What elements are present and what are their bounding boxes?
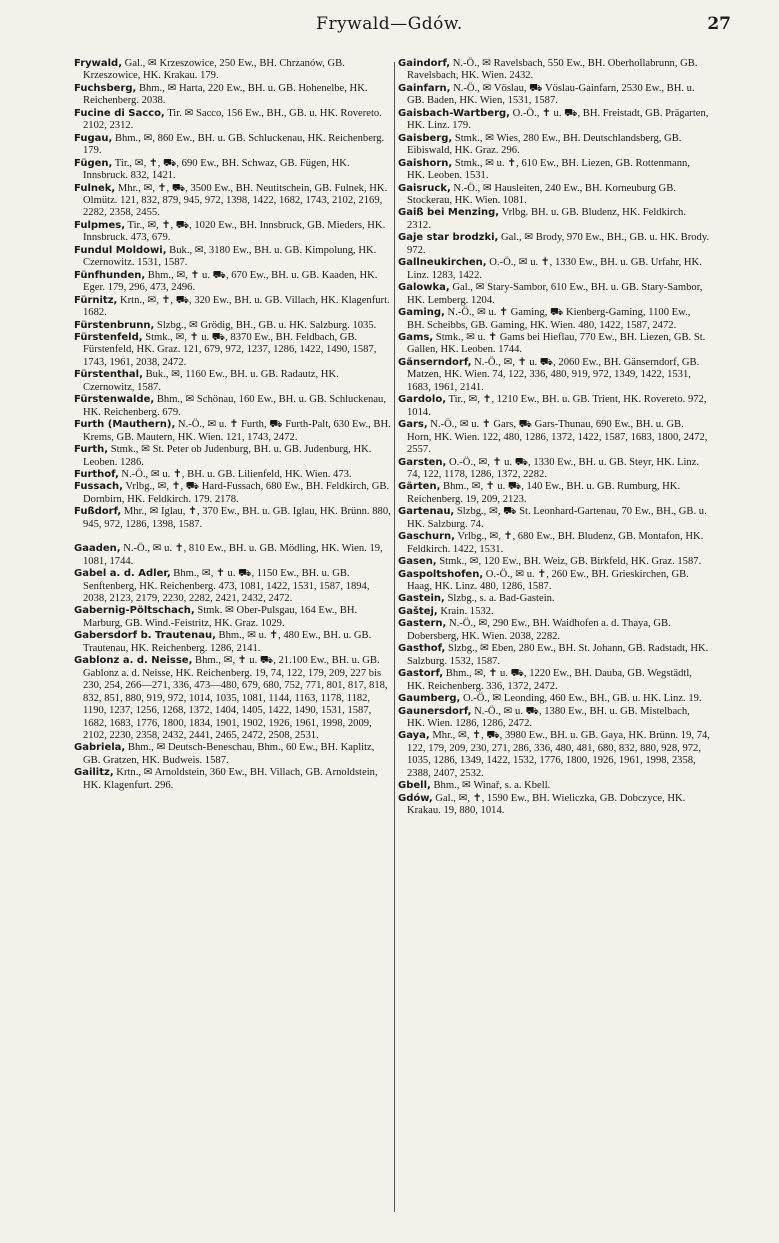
entry-details: Krtn., ✉ Arnoldstein, 360 Ew., BH. Villach, GB. Arnoldstein, HK. Klagenfurt. 296. [83, 767, 378, 791]
entry-details: Mhr., ✉ Iglau, ✝, 370 Ew., BH. u. GB. Iglau, HK. Brünn. 880, 945, 972, 1286, 1398, 1587. [83, 506, 391, 530]
entry-place-name: Gärten, [398, 481, 441, 493]
entry-details: Mhr., ✉, ✝, ⛟, 3980 Ew., BH. u. GB. Gaya, HK. Brünn. 19, 74, 122, 179, 209, 230, 271, 286, 336, 480, 481, 680, 832, 880, 928, 972, 1035, 1286, 1349, 1422, 1532, 1776, 1800, 1926, 1961, 1998, 2358, 2388, 2407, 2532. [407, 730, 710, 779]
gazetteer-entry [398, 730, 710, 780]
gazetteer-entry [74, 58, 392, 83]
entry-place-name: Fundul Moldowi, [74, 244, 167, 256]
entry-place-name: Galowka, [398, 282, 450, 294]
gazetteer-entry [74, 183, 392, 220]
entry-details: Buk., ✉, 3180 Ew., BH. u. GB. Kimpolung, HK. Czernowitz. 1531, 1587. [83, 244, 377, 269]
entry-details: O.-Ö., ✉ u. ✝, 260 Ew., BH. Grieskirchen, GB. Haag, HK. Linz. 480, 1286, 1587. [407, 568, 689, 593]
entry-place-name: Gaspoltshofen, [398, 568, 484, 580]
entry-place-name: Fürstenthal, [74, 369, 143, 381]
entry-details: Bhm., ✉ Deutsch-Beneschau, Bhm., 60 Ew., BH. Kaplitz, GB. Gratzen, HK. Budweis. 1587. [83, 742, 375, 766]
entry-details: O.-Ö., ✉ Leonding, 460 Ew., BH., GB. u. HK. Linz. 19. [462, 693, 702, 705]
gazetteer-entry [398, 133, 710, 158]
entry-details: Slzbg., ✉, ⛟ St. Leonhard-Gartenau, 70 Ew., BH., GB. u. HK. Salzburg. 74. [407, 506, 707, 530]
entry-place-name: Gastorf, [398, 668, 444, 680]
gazetteer-entry [74, 394, 392, 419]
entry-place-name: Gaiß bei Menzing, [398, 207, 500, 219]
gazetteer-entry [398, 307, 710, 332]
entry-details: Tir., ✉, ✝, 1210 Ew., BH. u. GB. Trient, HK. Rovereto. 972, 1014. [407, 394, 707, 418]
entry-place-name: Gaming, [398, 307, 445, 319]
gazetteer-entry [398, 506, 710, 531]
entry-details: Tir. ✉ Sacco, 156 Ew., BH., GB. u. HK. Rovereto. 2102, 2312. [83, 107, 382, 132]
entry-place-name: Fuchsberg, [74, 82, 137, 94]
gazetteer-entry [74, 295, 392, 320]
entry-details: Stmk., ✉, 120 Ew., BH. Weiz, GB. Birkfeld, HK. Graz. 1587. [439, 556, 702, 568]
entry-details: Bhm., ✉ Harta, 220 Ew., BH. u. GB. Hohenelbe, HK. Reichenberg. 2038. [83, 82, 368, 107]
gazetteer-entry [74, 481, 392, 506]
gazetteer-entry [398, 457, 710, 482]
entry-place-name: Gabersdorf b. Trautenau, [74, 630, 216, 642]
entry-place-name: Gabernig-Pöltschach, [74, 605, 195, 617]
entry-details: Stmk., ✉ St. Peter ob Judenburg, BH. u. GB. Judenburg, HK. Leoben. 1286. [83, 444, 372, 468]
entry-place-name: Furthof, [74, 468, 119, 480]
entry-details: O.-Ö., ✉, ✝ u. ⛟, 1330 Ew., BH. u. GB. Steyr, HK. Linz. 74, 122, 1178, 1286, 1372, 2282. [407, 456, 700, 480]
gazetteer-entry [398, 706, 710, 731]
entry-details: Bhm., ✉, ✝ u. ⛟, 21.100 Ew., BH. u. GB. Gablonz a. d. Neisse, HK. Reichenberg. 19, 74, 122, 179, 209, 227 bis 230, 254, 266—271, 336, 473—480, 679, 680, 752, 771, 801, 817, 818, 832, 851, 880, 919, 972, 1014, 1035, 1081, 1144, 1163, 1178, 1182, 1190, 1237, 1256, 1268, 1372, 1404, 1405, 1422, 1490, 1531, 1587, 1682, 1683, 1776, 1800, 1834, 1901, 1902, 1926, 1961, 1998, 2009, 2102, 2230, 2358, 2432, 2441, 2465, 2472, 2508, 2531. [83, 655, 388, 742]
entry-details: Krtn., ✉, ✝, ⛟, 320 Ew., BH. u. GB. Villach, HK. Klagenfurt. 1682. [83, 294, 390, 319]
entry-place-name: Gaschurn, [398, 531, 455, 543]
entry-place-name: Gbell, [398, 780, 431, 792]
entry-details: Krain. 1532. [440, 605, 494, 617]
entry-details: O.-Ö., ✉ u. ✝, 1330 Ew., BH. u. GB. Urfahr, HK. Linz. 1283, 1422. [407, 257, 702, 281]
page-number: 27 [707, 14, 731, 34]
entry-place-name: Furth, [74, 444, 109, 456]
gazetteer-entry [74, 742, 392, 767]
entry-details: Bhm., ✉, ✝ u. ⛟, 670 Ew., BH. u. GB. Kaaden, HK. Eger. 179, 296, 473, 2496. [83, 269, 378, 294]
gazetteer-entry [74, 320, 392, 332]
entry-place-name: Gabriela, [74, 742, 126, 754]
gazetteer-entry [74, 419, 392, 444]
entry-place-name: Gaaden, [74, 543, 121, 555]
entry-details: Bhm., ✉, ✝ u. ⛟, 140 Ew., BH. u. GB. Rumburg, HK. Reichenberg. 19, 209, 2123. [407, 481, 681, 505]
gazetteer-entry [74, 469, 392, 481]
entry-details: N.-Ö., ✉ u. ✝, BH. u. GB. Lilienfeld, HK. Wien. 473. [121, 468, 352, 480]
entry-place-name: Fucine di Sacco, [74, 107, 165, 119]
gazetteer-entry [74, 543, 392, 568]
entry-place-name: Fünfhunden, [74, 269, 146, 281]
entry-place-name: Gaisruck, [398, 182, 451, 194]
entry-place-name: Gablonz a. d. Neisse, [74, 655, 193, 667]
entry-details: N.-Ö., ✉, 290 Ew., BH. Waidhofen a. d. Thaya, GB. Dobersberg, HK. Wien. 2038, 2282. [407, 618, 671, 642]
gazetteer-entry [74, 332, 392, 369]
gazetteer-entry [398, 693, 710, 705]
entry-place-name: Garsten, [398, 456, 447, 468]
entry-place-name: Gallneukirchen, [398, 257, 487, 269]
gazetteer-entry [74, 506, 392, 531]
entry-details: Vrlbg., ✉, ✝, ⛟ Hard-Fussach, 680 Ew., BH. Feldkirch, GB. Dornbirn, HK. Feldkirch. 179. 2178. [83, 481, 390, 505]
gazetteer-entry [398, 83, 710, 108]
entry-place-name: Furth (Mauthern), [74, 419, 176, 431]
gazetteer-entry [398, 108, 710, 133]
gazetteer-entry [398, 643, 710, 668]
entry-details: Tir., ✉, ✝, ⛟, 690 Ew., BH. Schwaz, GB. Fügen, HK. Innsbruck. 832, 1421. [83, 157, 350, 182]
entry-details: N.-Ö., ✉ u. ✝ Furth, ⛟ Furth-Palt, 630 Ew., BH. Krems, GB. Mautern, HK. Wien. 121, 1743, 2472. [83, 419, 391, 443]
entry-details: N.-Ö., ✉ Vöslau, ⛟ Vöslau-Gainfarn, 2530 Ew., BH. u. GB. Baden, HK. Wien, 1531, 1587. [407, 82, 695, 107]
gazetteer-entry [74, 83, 392, 108]
entry-details: O.-Ö., ✝ u. ⛟, BH. Freistadt, GB. Prägarten, HK. Linz. 179. [407, 107, 709, 132]
entry-place-name: Fügen, [74, 157, 113, 169]
gazetteer-entry [398, 394, 710, 419]
gazetteer-entry [74, 220, 392, 245]
entry-details: Bhm., ✉, ✝ u. ⛟, 1150 Ew., BH. u. GB. Senftenberg, HK. Reichenberg. 473, 1081, 1422, 1531, 1587, 1894, 2038, 2123, 2179, 2230, 2282, 2421, 2432, 2472. [83, 568, 370, 605]
gazetteer-entry [74, 108, 392, 133]
entry-details: Vrlbg., ✉, ✝, 680 Ew., BH. Bludenz, GB. Montafon, HK. Feldkirch. 1422, 1531. [407, 531, 704, 555]
entry-place-name: Fussach, [74, 481, 123, 493]
gazetteer-entry [398, 357, 710, 394]
entry-place-name: Fulpmes, [74, 219, 125, 231]
entry-place-name: Fulnek, [74, 182, 116, 194]
gazetteer-entry [398, 257, 710, 282]
gazetteer-entry [74, 767, 392, 792]
gazetteer-entry [74, 270, 392, 295]
entry-place-name: Frywald, [74, 58, 123, 69]
entry-place-name: Gaumberg, [398, 693, 461, 705]
entry-place-name: Gasthof, [398, 643, 446, 655]
gazetteer-entry [398, 618, 710, 643]
entry-place-name: Gaje star brodzki, [398, 232, 499, 244]
gazetteer-entry [398, 332, 710, 357]
entry-details: Gal., ✉ Brody, 970 Ew., BH., GB. u. HK. Brody. 972. [407, 232, 710, 256]
entry-details: Slzbg., ✉ Grödig, BH., GB. u. HK. Salzburg. 1035. [156, 319, 377, 331]
entry-place-name: Gartenau, [398, 506, 455, 518]
entry-details: Bhm., ✉, 860 Ew., BH. u. GB. Schluckenau, HK. Reichenberg. 179. [83, 132, 385, 157]
entry-details: Slzbg., ✉ Eben, 280 Ew., BH. St. Johann, GB. Radstadt, HK. Salzburg. 1532, 1587. [407, 643, 709, 667]
gazetteer-entry [398, 556, 710, 568]
entry-details: Bhm., ✉ Winař, s. a. Kbell. [433, 780, 551, 792]
gazetteer-entry [74, 369, 392, 394]
entry-place-name: Gaisbach-Wartberg, [398, 107, 510, 119]
gazetteer-entry [74, 630, 392, 655]
entry-details: Stmk., ✉ u. ✝, 610 Ew., BH. Liezen, GB. Rottenmann, HK. Leoben. 1531. [407, 157, 690, 182]
gazetteer-entry [74, 158, 392, 183]
entry-place-name: Gaunersdorf, [398, 705, 472, 717]
entry-details: Stmk., ✉, ✝ u. ⛟, 8370 Ew., BH. Feldbach, GB. Fürstenfeld, HK. Graz. 121, 679, 972, 1237, 1286, 1422, 1490, 1587, 1743, 1961, 2038, 2472. [83, 331, 377, 368]
gazetteer-entry [398, 569, 710, 594]
entry-details: Bhm., ✉ Schönau, 160 Ew., BH. u. GB. Schluckenau, HK. Reichenberg. 679. [83, 394, 386, 418]
entry-place-name: Gasen, [398, 556, 437, 568]
gazetteer-entry [398, 668, 710, 693]
gazetteer-entry [398, 282, 710, 307]
entry-details: Gal., ✉, ✝, 1590 Ew., BH. Wieliczka, GB. Dobczyce, HK. Krakau. 19, 880, 1014. [407, 792, 686, 817]
gazetteer-entry [74, 605, 392, 630]
gazetteer-entry [398, 780, 710, 792]
entry-place-name: Gaštej, [398, 605, 438, 617]
entry-details: Slzbg., s. a. Bad-Gastein. [447, 593, 555, 605]
entry-place-name: Gastein, [398, 593, 445, 605]
entry-details: Stmk., ✉ u. ✝ Gams bei Hieflau, 770 Ew., BH. Liezen, GB. St. Gallen, HK. Leoben. 1744. [407, 331, 706, 356]
gazetteer-entry [398, 606, 710, 618]
running-header-title: Frywald—Gdów. [316, 14, 463, 34]
gazetteer-entry [74, 568, 392, 605]
entry-place-name: Gaisberg, [398, 132, 453, 144]
entry-details: Vrlbg. BH. u. GB. Bludenz, HK. Feldkirch. 2312. [407, 207, 687, 231]
entry-place-name: Gabel a. d. Adler, [74, 568, 171, 580]
entry-place-name: Gailitz, [74, 767, 114, 779]
column-divider [394, 62, 395, 1212]
gazetteer-entry [398, 183, 710, 208]
gazetteer-entry [398, 481, 710, 506]
entry-details: Mhr., ✉, ✝, ⛟, 3500 Ew., BH. Neutitschein, GB. Fulnek, HK. Olmütz. 121, 832, 879, 945, 972, 1398, 1422, 1682, 1743, 2102, 2169, 2282, 2358, 2455. [83, 182, 388, 219]
gazetteer-entry [74, 655, 392, 742]
gazetteer-entry [74, 245, 392, 270]
entry-details: Tir., ✉, ✝, ⛟, 1020 Ew., BH. Innsbruck, GB. Mieders, HK. Innsbruck. 473, 679. [83, 219, 386, 244]
entry-details: N.-Ö., ✉ u. ✝ Gars, ⛟ Gars-Thunau, 690 Ew., BH. u. GB. Horn, HK. Wien. 122, 480, 1286, 1372, 1422, 1587, 1683, 1800, 2472, 2557. [407, 419, 708, 456]
gazetteer-entry [398, 158, 710, 183]
entry-place-name: Gars, [398, 419, 428, 431]
entry-place-name: Gänserndorf, [398, 356, 472, 368]
gazetteer-entry [74, 133, 392, 158]
entry-place-name: Fürstenwalde, [74, 394, 155, 406]
entry-details: N.-Ö., ✉ Hausleiten, 240 Ew., BH. Korneuburg GB. Stockerau, HK. Wien. 1081. [407, 182, 676, 206]
left-column [74, 58, 392, 792]
entry-details: Stmk. ✉ Ober-Pulsgau, 164 Ew., BH. Marburg, GB. Wind.-Feistritz, HK. Graz. 1029. [83, 605, 358, 629]
gazetteer-entry [398, 793, 710, 818]
entry-place-name: Gaya, [398, 730, 430, 742]
entry-place-name: Gams, [398, 331, 434, 343]
entry-place-name: Fürnitz, [74, 294, 118, 306]
page-header [0, 14, 779, 40]
entry-place-name: Gastern, [398, 618, 447, 630]
entry-details: N.-Ö., ✉ u. ⛟, 1380 Ew., BH. u. GB. Mistelbach, HK. Wien. 1286, 1286, 2472. [407, 705, 690, 730]
entry-details: Gal., ✉ Stary-Sambor, 610 Ew., BH. u. GB. Stary-Sambor, HK. Lemberg. 1204. [407, 282, 703, 306]
gazetteer-entry [398, 58, 710, 83]
entry-place-name: Fugau, [74, 132, 113, 144]
entry-details: N.-Ö., ✉ u. ✝, 810 Ew., BH. u. GB. Mödling, HK. Wien. 19, 1081, 1744. [83, 543, 383, 567]
entry-details: Buk., ✉, 1160 Ew., BH. u. GB. Radautz, HK. Czernowitz, 1587. [83, 369, 339, 393]
section-gap [74, 531, 392, 543]
entry-place-name: Gaishorn, [398, 157, 453, 169]
gazetteer-entry [74, 444, 392, 469]
gazetteer-entry [398, 207, 710, 232]
entry-details: N.-Ö., ✉ u. ✝ Gaming, ⛟ Kienberg-Gaming, 1100 Ew., BH. Scheibbs, GB. Gaming, HK. Wien. 480, 1422, 1587, 2472. [407, 307, 691, 331]
entry-place-name: Fürstenfeld, [74, 331, 143, 343]
entry-place-name: Fürstenbrunn, [74, 319, 155, 331]
entry-place-name: Gainfarn, [398, 82, 451, 94]
right-column [398, 58, 710, 818]
entry-details: Bhm., ✉ u. ✝, 480 Ew., BH. u. GB. Trautenau, HK. Reichenberg. 1286, 2141. [83, 630, 372, 654]
entry-details: N.-Ö., ✉, ✝ u. ⛟, 2060 Ew., BH. Gänserndorf, GB. Matzen, HK. Wien. 74, 122, 336, 480, 919, 972, 1349, 1422, 1531, 1683, 1961, 2141. [407, 356, 700, 393]
entry-place-name: Gdów, [398, 792, 433, 804]
entry-details: Stmk., ✉ Wies, 280 Ew., BH. Deutschlandsberg, GB. Eibiswald, HK. Graz. 296. [407, 132, 682, 157]
entry-place-name: Fußdorf, [74, 506, 122, 518]
entry-details: N.-Ö., ✉ Ravelsbach, 550 Ew., BH. Oberhollabrunn, GB. Ravelsbach, HK. Wien. 2432. [407, 58, 698, 82]
gazetteer-entry [398, 419, 710, 456]
entry-place-name: Gardolo, [398, 394, 447, 406]
gazetteer-entry [398, 531, 710, 556]
gazetteer-entry [398, 593, 710, 605]
entry-place-name: Gaindorf, [398, 58, 451, 69]
gazetteer-entry [398, 232, 710, 257]
entry-details: Bhm., ✉, ✝ u. ⛟, 1220 Ew., BH. Dauba, GB. Wegstädtl, HK. Reichenberg. 336, 1372, 2472. [407, 668, 692, 692]
entry-details: Gal., ✉ Krzeszowice, 250 Ew., BH. Chrzanów, GB. Krzeszowice, HK. Krakau. 179. [83, 58, 345, 82]
